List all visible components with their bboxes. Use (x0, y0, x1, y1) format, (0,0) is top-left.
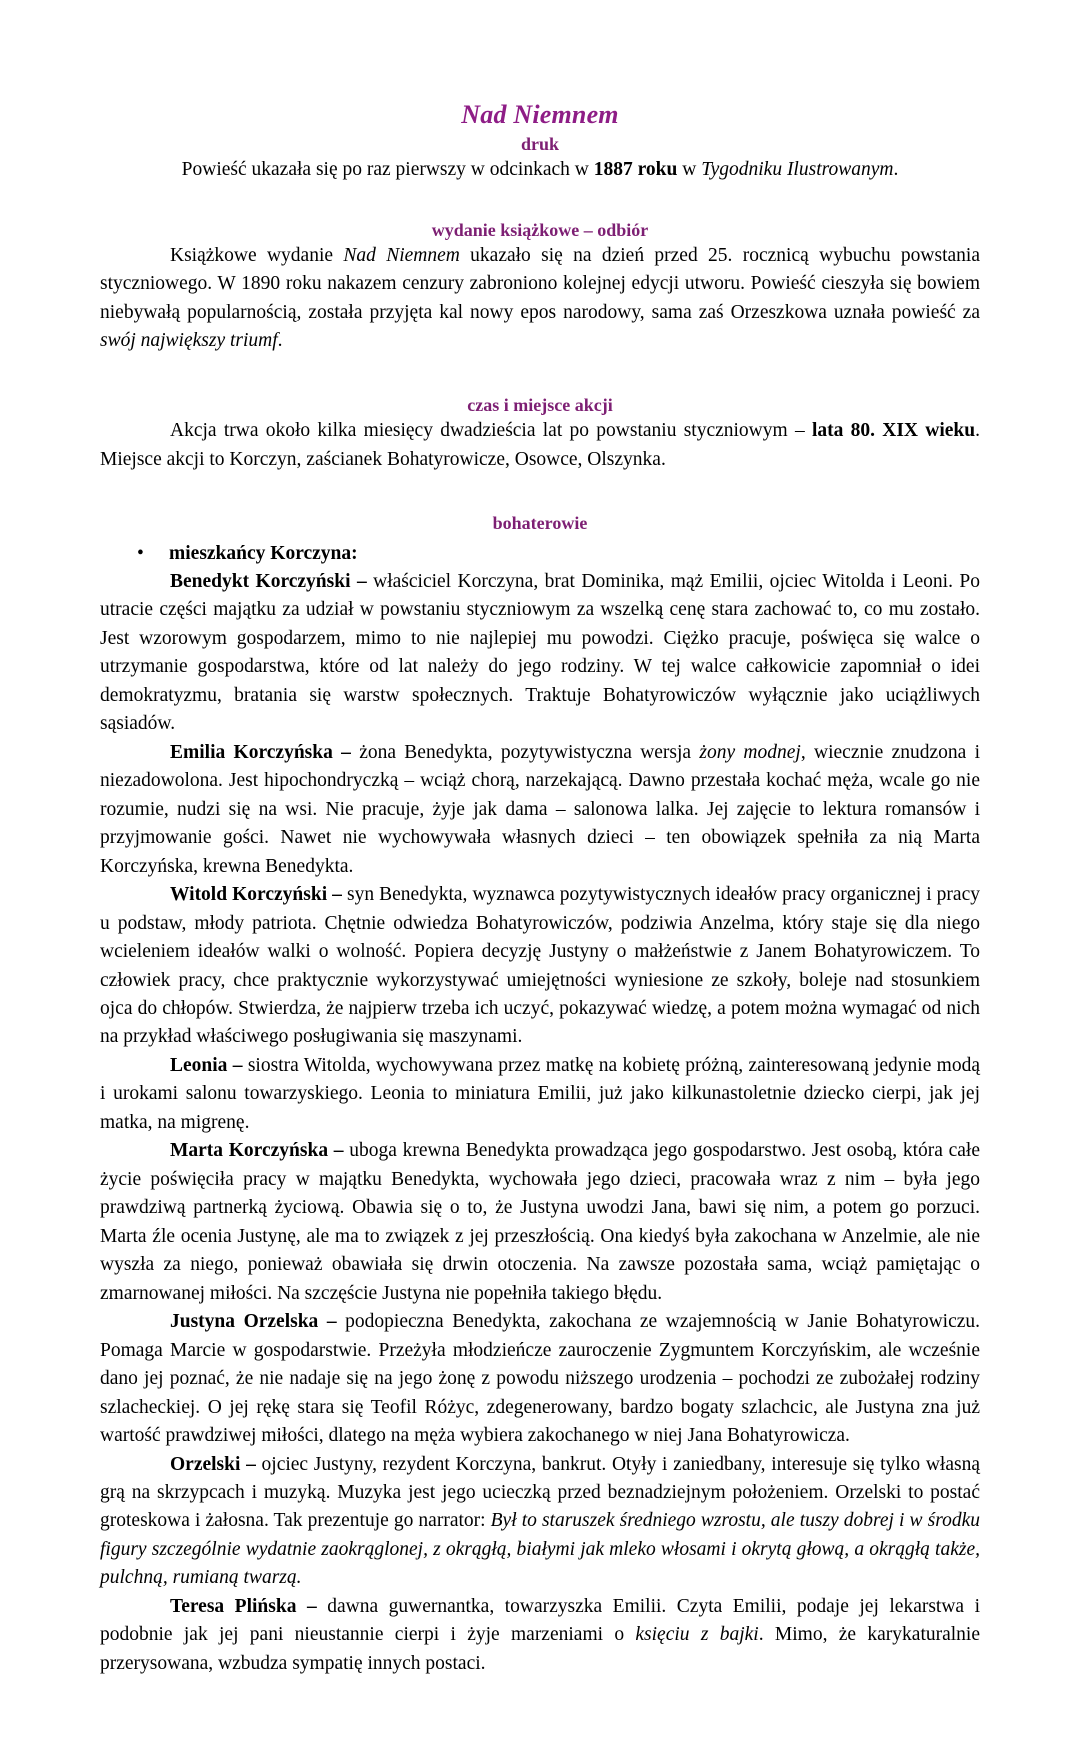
character-quote-ksieciu-z-bajki: księciu z bajki (635, 1624, 759, 1646)
character-description: siostra Witolda, wychowywana przez matkę na kobietę próżną, zainteresowaną jedynie modą i urokami salonu towarzyskiego. Leonia to miniatura Emilii, już jako kilkunastoletnie dziecko cierpi, jak jej matka, na migrenę. (100, 1054, 980, 1133)
character-justyna (100, 1308, 980, 1450)
wydanie-text-1: Książkowe wydanie (170, 244, 344, 266)
section-heading-wydanie: wydanie książkowe – odbiór (431, 219, 649, 240)
character-name: Marta Korczyńska (170, 1140, 329, 1162)
character-description-part-1: dawna guwernantka, towarzyszka Emilii. Czyta Emilii, podaje jej lekarstwa i podobnie jak jej pani nieustannie cierpi i żyje marzeniami o (100, 1595, 981, 1646)
czas-period: lata 80. XIX wieku (811, 420, 976, 442)
section-heading-bohaterowie: bohaterowie (492, 513, 588, 534)
document-title: Nad Niemnem (461, 100, 619, 129)
czas-text-1: Akcja trwa około kilka miesięcy dwadzieścia lat po powstaniu styczniowym – (170, 420, 812, 442)
character-benedykt (100, 568, 980, 739)
section-heading-druk: druk (520, 133, 560, 154)
character-name: Justyna Orzelska (170, 1311, 319, 1333)
character-dash: – (328, 1140, 350, 1162)
character-description-part-2: . Mimo, że karykaturalnie przerysowana, wzbudza sympatię innych postaci. (100, 1624, 980, 1674)
character-dash: – (327, 884, 347, 906)
character-description: uboga krewna Benedykta prowadząca jego gospodarstwo. Jest osobą, która całe życie poświęciła pracy w majątku Benedykta, wychowała jego dzieci, pracowała wraz z nim – była jego prawdziwą partnerką życiową. Obawia się o to, że Justyna uwodzi Jana, bawi się nim, a potem go porzuci. Marta źle ocenia Justynę, ale ma to związek z jej przeszłością. Ona kiedyś była zakochana w Anzelmie, ale nie wyszła za niego, ponieważ obawiała się drwin otoczenia. Na zawsze pozostała sama, wciąż pamiętając o zmarnowanej miłości. Na szczęście Justyna nie popełniła takiego błędu. (100, 1140, 980, 1304)
character-description-part-2: , wiecznie znudzona i niezadowolona. Jest hipochondryczką – wciąż chorą, narzekającą. Dawno przestała kochać męża, wcale go nie rozumie, nudzi się na wsi. Nie pracuje, żyje jak dama – salonowa lalka. Jej zajęcie to lektura romansów i przyjmowanie gości. Nawet nie wychowywała własnych dzieci – ten obowiązek spełniła za nią Marta Korczyńska, krewna Benedykta. (100, 741, 981, 877)
character-orzelski (100, 1451, 980, 1593)
character-description: właściciel Korczyna, brat Dominika, mąż Emilii, ojciec Witolda i Leoni. Po utracie części majątku za udział w powstaniu styczniowym za wszelką cenę stara zachować to, co mu zostało. Jest wzorowym gospodarzem, mimo to nie najlepiej mu powodzi. Ciężko pracuje, poświęca się walce o utrzymanie gospodarstwa, które od lat należy do jego rodziny. W tej walce całkowicie zapomniał o idei demokratyzmu, bratania się warstw społecznych. Traktuje Bohatyrowiczów wyłącznie jako uciążliwych sąsiadów. (100, 570, 981, 735)
character-name: Leonia (170, 1054, 228, 1076)
group-label-mieszkancy-korczyna: mieszkańcy Korczyna: (169, 542, 358, 564)
character-name: Orzelski (170, 1453, 241, 1475)
character-name: Benedykt Korczyński (170, 570, 351, 592)
druk-lead-year: 1887 roku (593, 159, 678, 181)
character-marta (100, 1137, 980, 1308)
character-dash: – (318, 1311, 346, 1333)
character-description: syn Benedykta, wyznawca pozytywistycznych ideałów pracy organicznej i pracy u podstaw, młody patriota. Chętnie odwiedza Bohatyrowiczów, podziwia Anzelma, który staje się dla niego wcieleniem ideałów walki o wolność. Popiera decyzję Justyny o małżeństwie z Janem Bohatyrowiczem. To człowiek pracy, chce praktycznie wykorzystywać umiejętności wyniesione ze szkoły, boleje nad stosunkiem ojca do chłopów. Stwierdza, że najpierw trzeba ich uczyć, pokazywać wiedzę, a potem można wymagać od nich na przykład właściwego posługiwania się maszynami. (100, 884, 980, 1048)
character-teresa (100, 1593, 980, 1678)
character-narrator-quote: Był to staruszek średniego wzrostu, ale tuszy dobrej i w środku figury szczególnie wydatnie zaokrąglonej, z okrągłą, białymi jak mleko włosami i okrytą głową, a okrągłą także, pulchną, rumianą twarzą. (100, 1510, 980, 1589)
character-witold (100, 881, 980, 1052)
druk-lead-mid: w (677, 159, 702, 181)
character-name: Emilia Korczyńska (170, 741, 333, 763)
character-dash: – (350, 570, 374, 592)
character-description: podopieczna Benedykta, zakochana ze wzajemnością w Janie Bohatyrowiczu. Pomaga Marcie w gospodarstwie. Przeżyła młodzieńcze zauroczenie Zygmuntem Korczyńskim, ale wcześnie dano jej poznać, że nie nadaje się na jego żonę z powodu niższego urodzenia – pochodzi ze zubożałej rodziny szlacheckiej. O jej rękę stara się Teofil Różyc, zdegenerowany, bardzo bogaty szlachcic, ale Justyna zna już wartość prawdziwej miłości, dlatego na męża wybiera zakochanego w niej Jana Bohatyrowicza. (100, 1311, 981, 1447)
czas-text-2: . Miejsce akcji to Korczyn, zaścianek Bohatyrowicze, Osowce, Olszynka. (100, 420, 980, 470)
druk-lead-magazine: Tygodniku Ilustrowanym (701, 159, 894, 181)
wydanie-text-3: . (277, 330, 283, 352)
wydanie-text-2: ukazało się na dzień przed 25. rocznicą wybuchu powstania styczniowego. W 1890 roku nakazem cenzury zabroniono kolejnej edycji utworu. Powieść cieszyła się bowiem niebywałą popularnością, została przyjęta kal nowy epos narodowy, sama zaś Orzeszkowa uznała powieść za (100, 244, 980, 323)
list-item-group-korczyn (100, 540, 980, 568)
druk-lead-tail: . (893, 159, 899, 181)
wydanie-novel-title: Nad Niemnem (343, 244, 460, 266)
character-dash: – (296, 1595, 328, 1617)
section-heading-czas-miejsce: czas i miejsce akcji (467, 394, 613, 415)
wydanie-paragraph (100, 242, 980, 356)
character-name: Teresa Plińska (170, 1595, 297, 1617)
character-dash: – (227, 1054, 248, 1076)
czas-miejsce-paragraph (100, 417, 980, 474)
druk-lead-before: Powieść ukazała się po raz pierwszy w odcinkach w (181, 159, 594, 181)
character-leonia (100, 1052, 980, 1137)
wydanie-quote-triumf: swój największy triumf (100, 330, 278, 352)
character-dash: – (332, 741, 360, 763)
bullet-icon: • (137, 542, 144, 564)
character-emilia (100, 739, 980, 881)
character-dash: – (240, 1453, 262, 1475)
character-name: Witold Korczyński (170, 884, 328, 906)
druk-lead-line (100, 156, 980, 184)
character-description-part-1: żona Benedykta, pozytywistyczna wersja (359, 741, 700, 763)
character-quote-zony-modnej: żony modnej (699, 741, 801, 763)
character-description-part-1: ojciec Justyny, rezydent Korczyna, bankrut. Otyły i zaniedbany, interesuje się tylko własną grą na skrzypcach i muzyką. Muzyka jest jego ucieczką przed beznadziejnym położeniem. Orzelski to postać groteskowa i żałosna. Tak prezentuje go narrator: (100, 1453, 980, 1532)
